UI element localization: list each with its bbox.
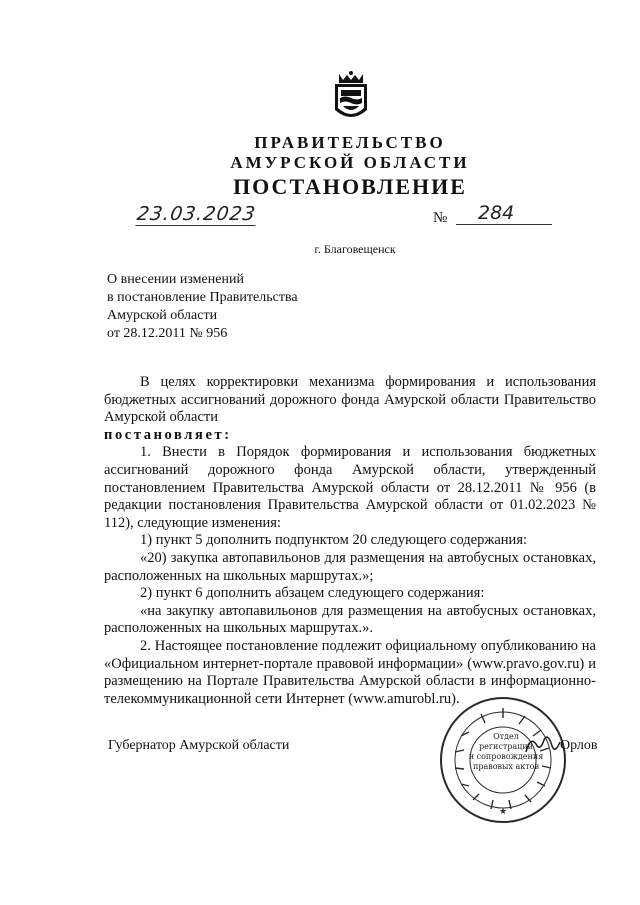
city-label: г. Благовещенск (314, 242, 396, 256)
stamp-line: правовых актов (473, 762, 539, 771)
svg-text:★: ★ (498, 806, 508, 816)
document-subject (107, 271, 298, 343)
item-1-1-paragraph: 1) пункт 5 дополнить подпунктом 20 следующего содержания: (140, 532, 528, 549)
subject-line: Амурской области (107, 308, 218, 323)
stamp-line: регистрации (479, 742, 533, 751)
document-body (104, 374, 596, 708)
item-1-paragraph: 1. Внести в Порядок формирования и использования бюджетных ассигнований дорожного фонда Амурской области, утвержденный постановлением Правительства Амурской области от 28.12.2011 № 956 (в редакции постановления Правительства Амурской области от 01.02.2023 № 112), следующие изменения: (104, 444, 596, 531)
stamp-line: и сопровождения (468, 752, 544, 761)
handwritten-signature (522, 730, 562, 760)
preamble-paragraph: В целях корректировки механизма формирования и использования бюджетных ассигнований дорожного фонда Амурской области Правительство Амурской области (104, 374, 596, 426)
subject-line: О внесении изменений (107, 272, 244, 287)
government-title-line1: ПРАВИТЕЛЬСТВО (254, 133, 446, 152)
subject-line: от 28.12.2011 № 956 (107, 326, 228, 341)
signatory-name: Орлов (560, 738, 598, 753)
signatory-role: Губернатор Амурской области (108, 738, 290, 753)
coat-of-arms-icon (329, 70, 373, 124)
item-1-2-paragraph: 2) пункт 6 дополнить абзацем следующего содержания: (140, 585, 485, 602)
item-1-2-text-paragraph: «на закупку автопавильонов для размещения на автобусных остановках, расположенных на школьных маршрутах.». (104, 602, 596, 637)
stamp-line: Отдел (493, 732, 519, 741)
government-title-line2: АМУРСКОЙ ОБЛАСТИ (230, 153, 470, 172)
resolves-word: постановляет: (104, 426, 232, 443)
subject-line: в постановление Правительства (107, 290, 298, 305)
handwritten-date: 23.03.2023 (135, 203, 258, 225)
item-1-1-text-paragraph: «20) закупка автопавильонов для размещения на автобусных остановках, расположенных на школьных маршрутах.»; (104, 549, 596, 584)
number-label: № (433, 210, 448, 226)
item-2-paragraph: 2. Настоящее постановление подлежит официальному опубликованию на «Официальном интернет-портале правовой информации» (www.pravo.gov.ru) и размещению на Портале Правительства Амурской области в информационно-телекоммуникационной сети Интернет (www.amurobl.ru). (104, 637, 596, 707)
document-type-title: ПОСТАНОВЛЕНИЕ (233, 174, 467, 199)
handwritten-number: 284 (456, 202, 552, 225)
